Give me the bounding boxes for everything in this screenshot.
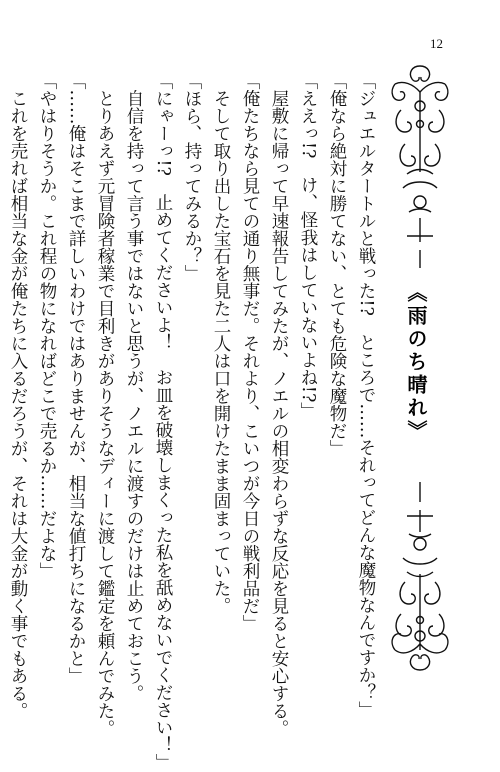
text-line: そして取り出した宝石を見た二人は口を開けたまま固まっていた。 [211, 72, 231, 615]
text-line: 「にゃーっ!? 止めてくださいよ！ お皿を破壊しまくった私を舐めないでください！」 [153, 72, 173, 771]
text-line: 「……俺はそこまで詳しいわけではありませんが、相当な値打ちになるかと」 [66, 72, 86, 685]
text-line: 「俺たちなら見ての通り無事だ。それより、こいつが今日の戦利品だ」 [240, 72, 260, 632]
text-line: 「俺なら絶対に勝てない、とても危険な魔物だ」 [327, 72, 347, 457]
text-line: 「ジュエルタートルと戦った!? ところで……それってどんな魔物なんですか？」 [356, 72, 376, 719]
text-line: 屋敷に帰って早速報告してみたが、ノエルの相変わらずな反応を見ると安心する。 [269, 72, 289, 737]
text-line: 「ええっ!? け、怪我はしていないよね!?」 [298, 72, 318, 420]
body-text [8, 72, 380, 771]
text-line: これを売れば相当な金が俺たちに入るだろうが、それは大金が動く事でもある。 [8, 72, 28, 720]
text-line: とりあえず元冒険者稼業で目利きがありそうなディーに渡して鑑定を頼んでみた。 [95, 72, 115, 737]
text-line: 「やはりそうか。これ程の物になればどこで売るか……だよな」 [37, 72, 57, 580]
text-line [0, 72, 3, 672]
text-line: 「ほら、持ってみるか？」 [182, 72, 202, 282]
text-line: 自信を持って言う事ではないと思うが、ノエルに渡すのだけは止めておこう。 [124, 72, 144, 702]
page-number: 12 [430, 36, 443, 51]
chapter-title: 《雨のち晴れ》 [404, 281, 428, 443]
